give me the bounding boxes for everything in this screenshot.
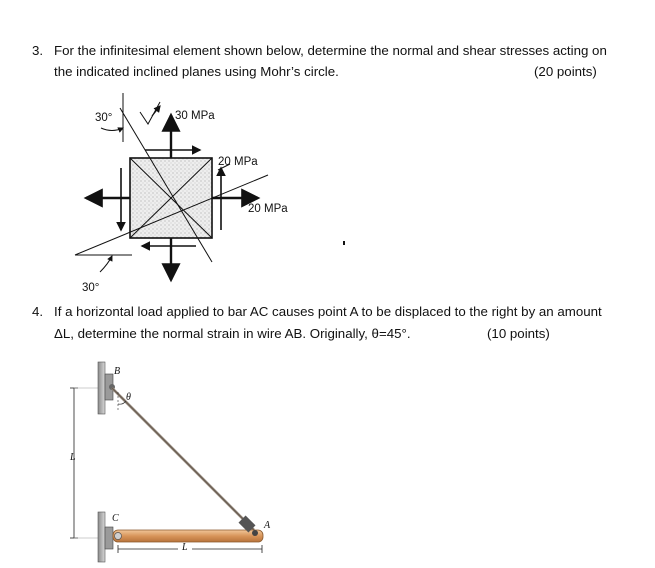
bar-AC xyxy=(113,530,263,542)
angle-top-label: 30° xyxy=(95,112,113,124)
problem-3-points: (20 points) xyxy=(534,64,597,79)
label-L-vertical: L xyxy=(70,452,76,463)
stress-shear-label: 20 MPa xyxy=(218,156,258,168)
support-C xyxy=(98,512,105,562)
label-L-horizontal: L xyxy=(182,542,188,553)
problem-3-text-line-2: the indicated inclined planes using Mohr’s circle. xyxy=(54,64,339,79)
problem-3-text-line-1: For the infinitesimal element shown below, determine the normal and shear stresses acting on xyxy=(54,43,607,58)
problem-4-text-line-1: If a horizontal load applied to bar AC causes point A to be displaced to the right by an amount xyxy=(54,304,602,319)
label-A: A xyxy=(264,520,271,531)
problem-3-number: 3. xyxy=(32,43,44,58)
support-B xyxy=(98,362,105,414)
label-B: B xyxy=(114,366,121,377)
stress-top-label: 30 MPa xyxy=(175,110,215,122)
stress-right-label: 20 MPa xyxy=(248,203,288,215)
label-theta: θ xyxy=(126,392,131,403)
problem-4-text-line-2: ΔL, determine the normal strain in wire AB. Originally, θ=45°. xyxy=(54,326,411,341)
problem-4-points: (10 points) xyxy=(487,326,550,341)
angle-bottom-label: 30° xyxy=(82,282,100,294)
label-C: C xyxy=(112,513,119,524)
problem-4-number: 4. xyxy=(32,304,44,319)
